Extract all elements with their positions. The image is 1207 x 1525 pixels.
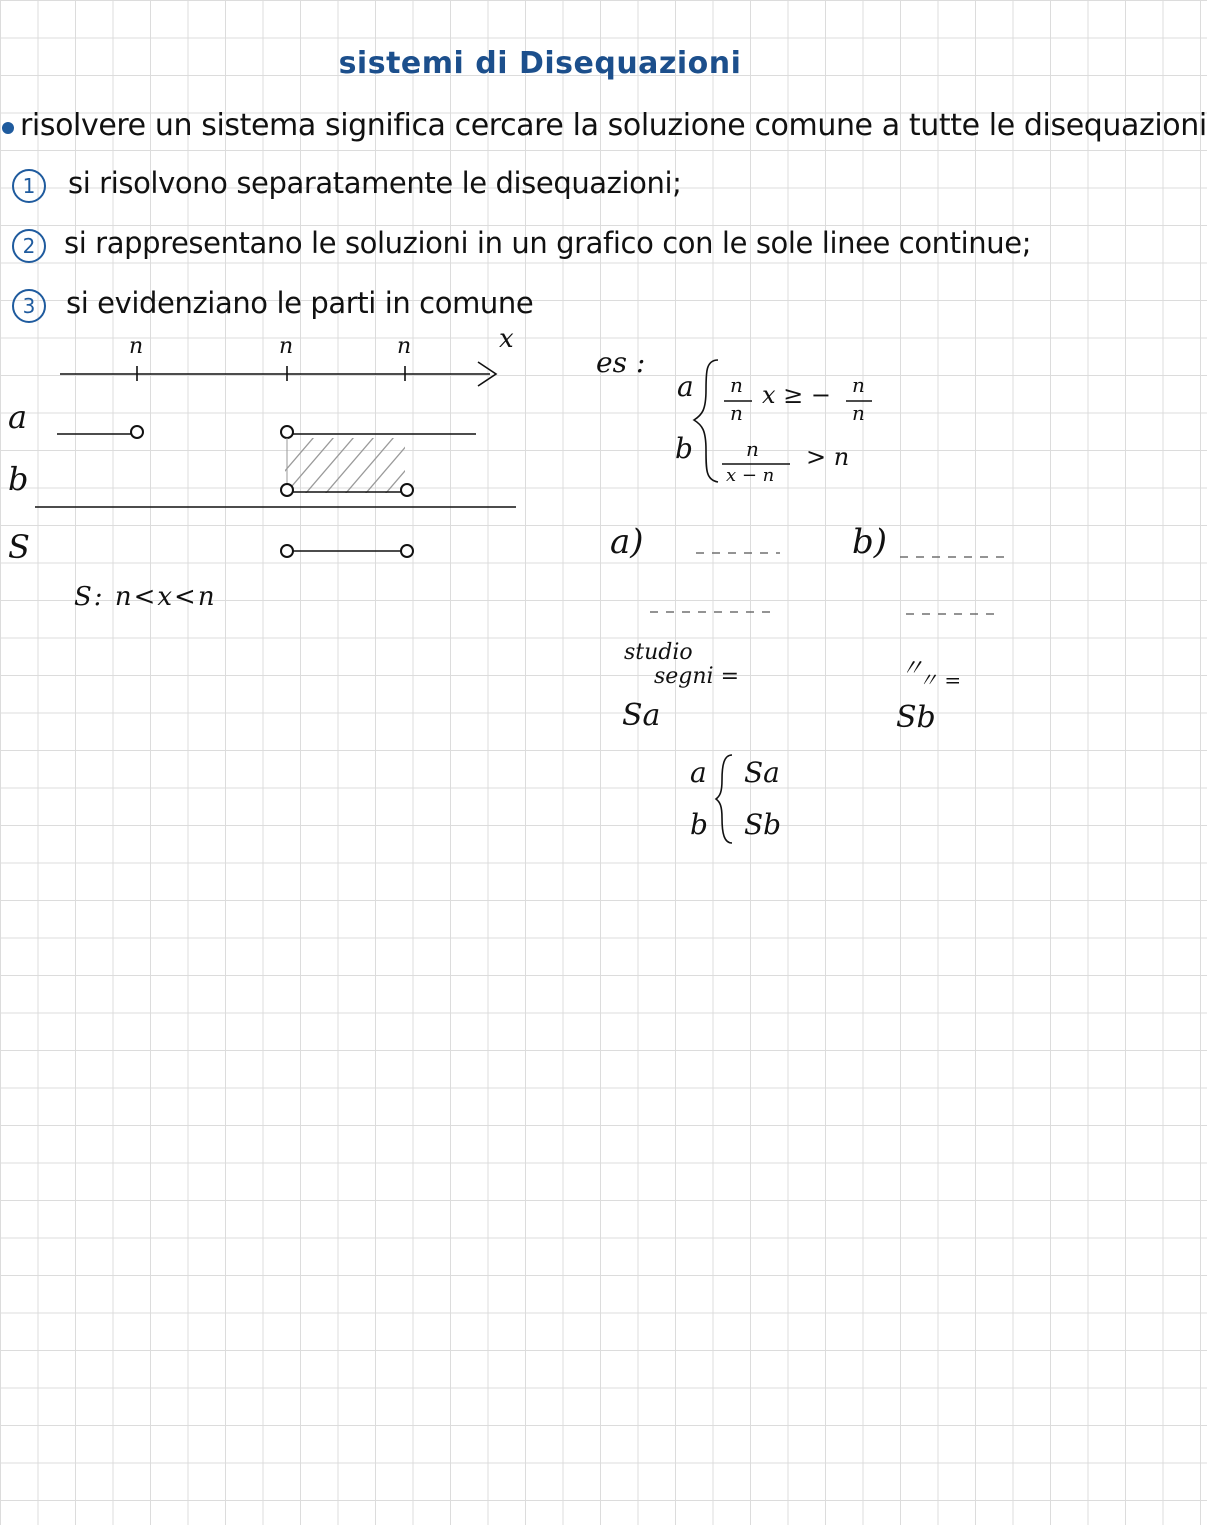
row-label-b: b <box>8 460 29 498</box>
result-brace-icon <box>716 755 732 843</box>
system-label-a: a <box>677 370 694 403</box>
intro-text: risolvere un sistema significa cercare la soluzione comune a tutte le disequazioni <box>20 108 1207 143</box>
example-label: es : <box>596 346 646 379</box>
final-label-b: b <box>690 808 708 841</box>
system-brace-icon <box>694 360 718 482</box>
step-2-number-icon: 2 <box>12 229 46 263</box>
ditto-marks: 〃 = <box>918 668 962 692</box>
ditto-marks: 〃 <box>900 654 924 682</box>
tick-label-1: n <box>129 334 144 359</box>
tick-label-3: n <box>397 334 412 359</box>
tick-label-2: n <box>279 334 294 359</box>
eq-a-frac-num: n <box>730 373 743 397</box>
axis-label-x: x <box>499 324 514 354</box>
sa-label: Sa <box>622 698 661 733</box>
eq-b-rhs: > n <box>806 443 850 471</box>
part-a-label: a) <box>610 522 644 562</box>
open-point-icon <box>281 484 293 496</box>
row-label-s: S <box>8 528 30 566</box>
row-label-a: a <box>8 398 28 436</box>
step-3-text: si evidenziano le parti in comune <box>66 286 534 320</box>
page-title: sistemi di Disequazioni <box>338 46 742 81</box>
step-1-text: si risolvono separatamente le disequazioni; <box>68 166 682 200</box>
final-value-sa: Sa <box>744 756 780 789</box>
studio-segni-line2: segni = <box>654 664 740 689</box>
sb-label: Sb <box>896 700 936 735</box>
open-point-icon <box>131 426 143 438</box>
step-3-number-icon: 3 <box>12 289 46 323</box>
open-point-icon <box>401 484 413 496</box>
eq-a-frac-den: n <box>730 401 743 425</box>
eq-a-rhs-den: n <box>852 401 865 425</box>
open-point-icon <box>281 545 293 557</box>
eq-b-frac-num: n <box>746 437 759 461</box>
solution-text: S: n<x<n <box>74 582 217 612</box>
step-1-number-icon: 1 <box>12 169 46 203</box>
step-2-text: si rappresentano le soluzioni in un grafico con le sole linee continue; <box>64 226 1032 260</box>
eq-a-rhs-num: n <box>852 373 865 397</box>
system-label-b: b <box>675 432 693 465</box>
final-label-a: a <box>690 756 707 789</box>
eq-b-frac-den: x − n <box>726 465 775 486</box>
eq-a-middle: x ≥ − <box>762 381 832 409</box>
open-point-icon <box>281 426 293 438</box>
final-value-sb: Sb <box>744 808 782 841</box>
studio-segni-line1: studio <box>624 640 693 665</box>
open-point-icon <box>401 545 413 557</box>
part-b-label: b) <box>852 522 888 562</box>
